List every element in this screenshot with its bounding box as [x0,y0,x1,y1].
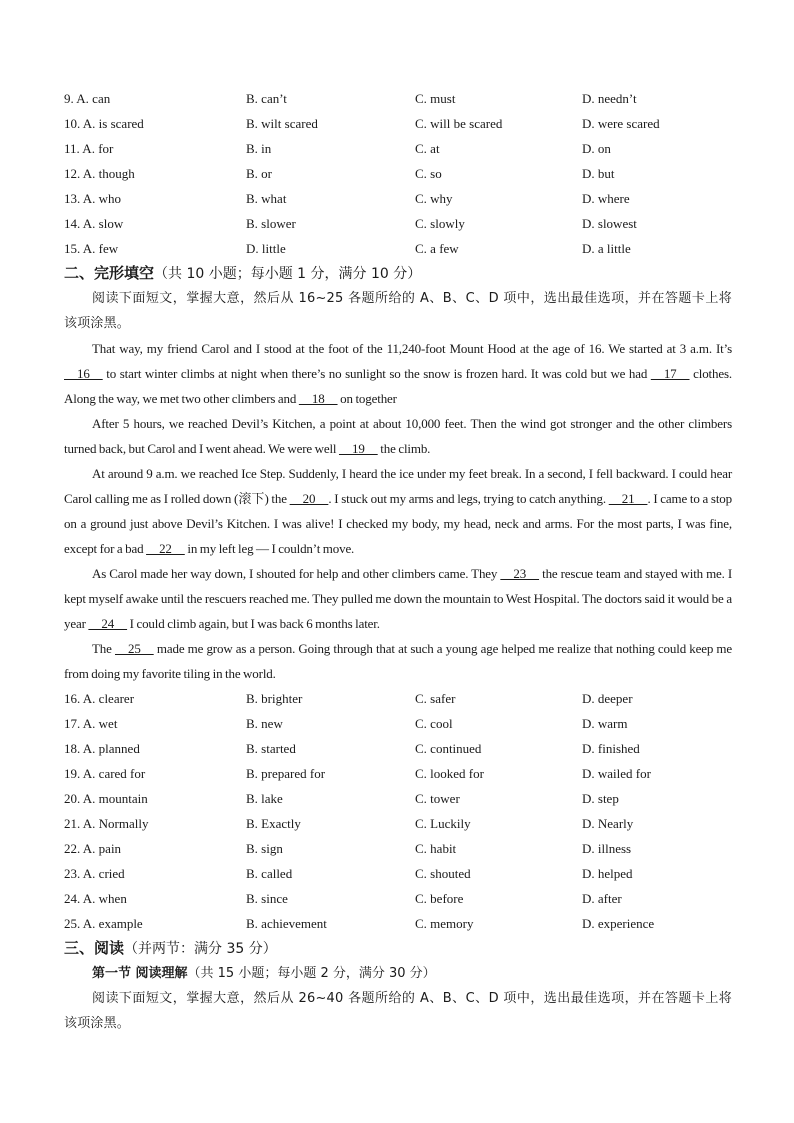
option-row-13 [64,186,732,211]
section-note: （共 10 小题；每小题 1 分，满分 10 分） [154,266,422,282]
option-row-11 [64,136,732,161]
option-row-20 [64,786,732,811]
exam-page [64,86,732,1036]
option-row-19 [64,761,732,786]
option-a: 13. A. who [64,191,122,206]
option-b: B. slower [246,216,296,231]
option-d: D. on [582,141,611,156]
section-instruction: 阅读下面短文，掌握大意，然后从 26~40 各题所给的 A、B、C、D 项中，选出最佳选项，并在答题卡上将该项涂黑。 [64,991,732,1031]
option-a: 24. A. when [64,891,127,906]
subsection-note: （共 15 小题；每小题 2 分，满分 30 分） [187,966,436,981]
option-a: 18. A. planned [64,741,140,756]
blank-22: 22 [146,541,185,556]
option-b: B. since [246,891,288,906]
passage-text: I could climb again, but I was back 6 months later. [127,616,380,631]
option-c: C. looked for [415,766,484,781]
passage-text: . I stuck out my arms and legs, trying to catch anything. [328,491,609,506]
passage-text: on together [337,391,397,406]
subsection-heading [64,961,732,986]
option-d: D. experience [582,916,655,931]
option-a: 14. A. slow [64,216,124,231]
option-a: 23. A. cried [64,866,125,881]
option-a: 16. A. clearer [64,691,135,706]
option-c: C. memory [415,916,474,931]
passage-text: At around 9 a.m. we reached Ice Step. Suddenly, I heard the ice under my feet break. In a second, I fell backward. I could hear Carol calling me as I rolled down (滚下) the [64,466,732,506]
option-c: C. Luckily [415,816,471,831]
options-block-part1 [64,86,732,261]
blank-21: 21 [608,491,648,506]
passage-paragraph-3 [64,461,732,561]
blank-17: 17 [650,366,690,381]
option-d: D. deeper [582,691,633,706]
option-d: D. Nearly [582,816,634,831]
option-b: B. achievement [246,916,327,931]
option-a: 9. A. can [64,91,111,106]
option-row-15 [64,236,732,261]
option-b: B. what [246,191,287,206]
option-d: D. illness [582,841,632,856]
section-instruction: 阅读下面短文，掌握大意，然后从 16~25 各题所给的 A、B、C、D 项中，选出最佳选项，并在答题卡上将该项涂黑。 [64,291,732,331]
section-heading-reading [64,936,732,961]
section-note: （并两节：满分 35 分） [124,941,277,957]
option-a: 10. A. is scared [64,116,144,131]
option-row-16 [64,686,732,711]
passage-text: That way, my friend Carol and I stood at the foot of the 11,240-foot Mount Hood at the age of 16. We started at 3 a.m. It’s [92,341,732,356]
option-row-12 [64,161,732,186]
option-row-25 [64,911,732,936]
subsection-title: 第一节 阅读理解 [92,966,188,981]
option-c: C. must [415,91,456,106]
passage-text: As Carol made her way down, I shouted for help and other climbers came. They [92,566,501,581]
option-d: D. helped [582,866,633,881]
option-d: D. step [582,791,619,806]
option-d: D. finished [582,741,640,756]
option-b: D. little [246,241,286,256]
passage-paragraph-5 [64,636,732,686]
option-row-17 [64,711,732,736]
option-b: B. in [246,141,272,156]
passage-text: the rescue team and stayed with me. I kept myself awake until the rescuers reached me. They pulled me down the mountain to West Hospital. The doctors said it would be a year [64,566,733,631]
option-c: C. before [415,891,464,906]
option-b: B. wilt scared [246,116,318,131]
passage-text: in my left leg — I couldn’t move. [184,541,355,556]
option-c: C. slowly [415,216,465,231]
option-c: C. safer [415,691,456,706]
option-row-9 [64,86,732,111]
option-d: D. where [582,191,630,206]
option-d: D. after [582,891,622,906]
passage-text: the climb. [377,441,431,456]
option-c: C. why [415,191,453,206]
option-a: 12. A. though [64,166,135,181]
option-d: D. wailed for [582,766,651,781]
blank-20: 20 [289,491,329,506]
option-b: B. Exactly [246,816,301,831]
option-c: C. continued [415,741,482,756]
option-a: 15. A. few [64,241,119,256]
option-b: B. started [246,741,296,756]
option-c: C. tower [415,791,460,806]
option-row-23 [64,861,732,886]
option-b: B. lake [246,791,283,806]
option-row-14 [64,211,732,236]
option-d: D. but [582,166,615,181]
passage-text: to start winter climbs at night when there’s no sunlight so the snow is frozen hard. It was cold but we had [102,366,651,381]
option-row-22 [64,836,732,861]
option-a: 22. A. pain [64,841,122,856]
passage-text: clothes. Along the way, we met two other climbers and [64,366,732,406]
option-d: D. needn’t [582,91,637,106]
passage-paragraph-4 [64,561,732,636]
option-a: 21. A. Normally [64,816,149,831]
passage-text: . I came to a stop on a ground just above Devil’s Kitchen. I was alive! I checked my body, my head, neck and arms. For the most parts, I was fine, except for a bad [64,491,732,556]
section-title: 三、阅读 [64,939,125,957]
option-b: B. or [246,166,272,181]
option-b: B. new [246,716,283,731]
option-row-21 [64,811,732,836]
option-c: C. at [415,141,440,156]
passage-paragraph-2 [64,411,732,461]
option-b: B. brighter [246,691,303,706]
options-block-part2 [64,686,732,936]
option-a: 20. A. mountain [64,791,148,806]
option-a: 11. A. for [64,141,114,156]
option-row-18 [64,736,732,761]
option-a: 17. A. wet [64,716,118,731]
passage-text: After 5 hours, we reached Devil’s Kitchen, a point at about 10,000 feet. Then the wind got stronger and the other climbers turned back, but Carol and I went ahead. We were well [64,416,732,456]
option-d: D. a little [582,241,631,256]
option-b: B. called [246,866,293,881]
section-heading-cloze [64,261,732,286]
blank-19: 19 [338,441,378,456]
option-d: D. were scared [582,116,660,131]
option-a: 19. A. cared for [64,766,146,781]
option-c: C. shouted [415,866,471,881]
passage-text: The [92,641,115,656]
option-b: B. can’t [246,91,287,106]
option-c: C. habit [415,841,457,856]
blank-24: 24 [88,616,128,631]
option-c: C. so [415,166,442,181]
option-b: B. prepared for [246,766,326,781]
option-row-24 [64,886,732,911]
section-title: 二、完形填空 [64,264,155,282]
option-b: B. sign [246,841,283,856]
blank-18: 18 [298,391,338,406]
option-c: C. a few [415,241,459,256]
option-row-10 [64,111,732,136]
option-a: 25. A. example [64,916,143,931]
option-d: D. slowest [582,216,637,231]
passage-text: made me grow as a person. Going through that at such a young age helped me realize that nothing could keep me from doing my favorite tiling in the world. [64,641,732,681]
passage-paragraph-1 [64,336,732,411]
blank-25: 25 [114,641,154,656]
blank-16: 16 [64,366,103,381]
blank-23: 23 [500,566,540,581]
option-c: C. will be scared [415,116,503,131]
option-c: C. cool [415,716,453,731]
option-d: D. warm [582,716,628,731]
